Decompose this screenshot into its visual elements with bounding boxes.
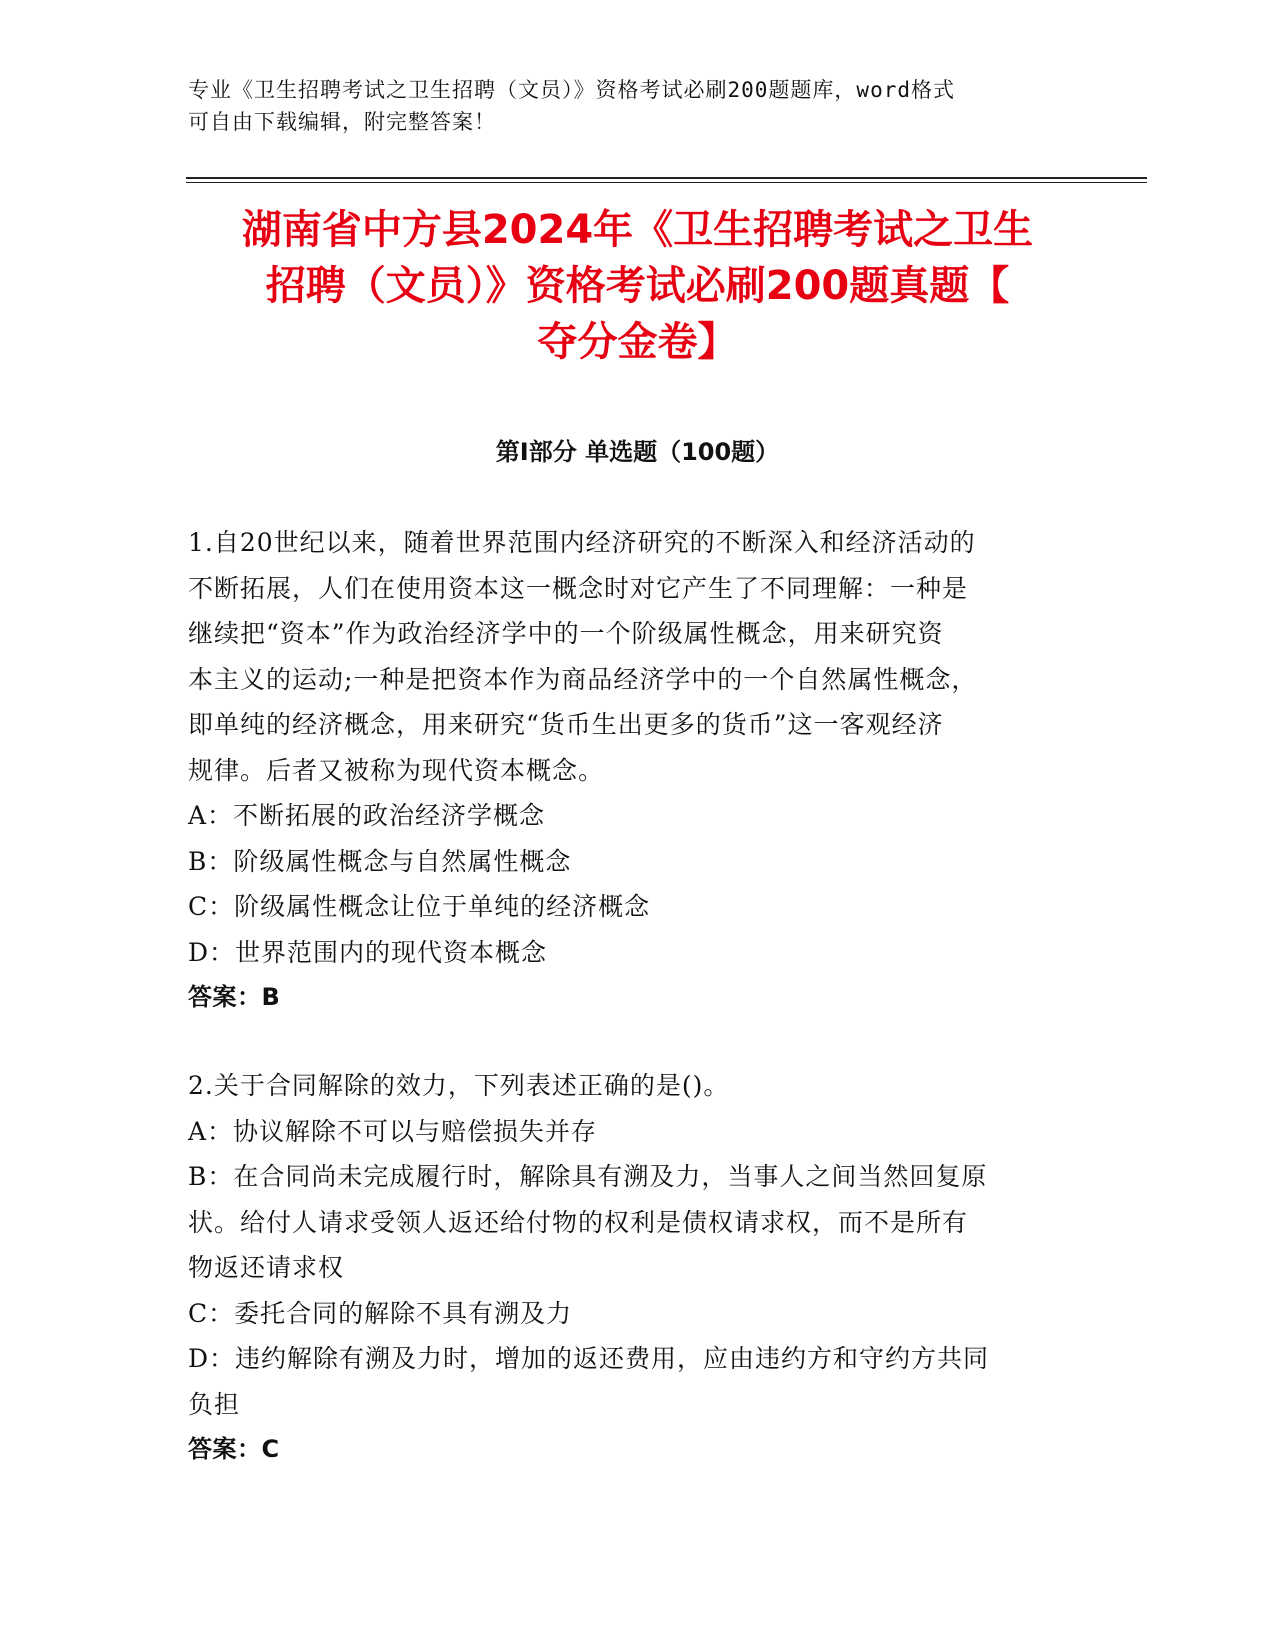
answer-label: 答案：C [188,1435,280,1463]
option-a: A：协议解除不可以与赔偿损失并存 [188,1116,598,1146]
question-2 [188,1063,1088,1473]
question-stem-line: 规律。后者又被称为现代资本概念。 [188,755,605,785]
title-line: 招聘（文员）》资格考试必刷200题真题【 [265,263,1010,309]
option-b: B：阶级属性概念与自然属性概念 [188,846,572,876]
option-c: C：阶级属性概念让位于单纯的经济概念 [188,892,651,921]
question-stem-line: 2.关于合同解除的效力，下列表述正确的是()。 [188,1071,730,1100]
section-heading: 第Ⅰ部分 单选题（100题） [495,438,780,466]
title-line: 湖南省中方县2024年《卫生招聘考试之卫生 [241,207,1034,253]
header-divider-thick [186,177,1147,179]
option-b-continued: 状。给付人请求受领人返还给付物的权利是债权请求权，而不是所有 [188,1207,969,1237]
option-a: A：不断拓展的政治经济学概念 [188,801,546,830]
question-stem-line: 本主义的运动;一种是把资本作为商品经济学中的一个自然属性概念， [188,664,978,694]
header-note-line: 专业《卫生招聘考试之卫生招聘（文员）》资格考试必刷200题题库，word格式 [188,78,955,102]
option-b-continued: 物返还请求权 [188,1253,345,1282]
title-line: 夺分金卷】 [537,319,738,365]
option-c: C：委托合同的解除不具有溯及力 [188,1298,573,1328]
answer-label: 答案：B [188,983,281,1011]
option-b: B：在合同尚未完成履行时，解除具有溯及力，当事人之间当然回复原 [188,1162,988,1191]
header-divider-thin [186,182,1147,183]
question-stem-line: 不断拓展，人们在使用资本这一概念时对它产生了不同理解：一种是 [188,573,969,603]
document-title [170,202,1105,370]
option-d-continued: 负担 [188,1389,241,1419]
header-note [188,74,1088,138]
question-stem-line: 继续把“资本”作为政治经济学中的一个阶级属性概念，用来研究资 [188,619,944,648]
option-d: D：世界范围内的现代资本概念 [188,937,548,967]
question-stem-line: 1.自20世纪以来，随着世界范围内经济研究的不断深入和经济活动的 [188,528,976,557]
header-note-line: 可自由下载编辑，附完整答案！ [188,110,496,134]
option-d: D：违约解除有溯及力时，增加的返还费用，应由违约方和守约方共同 [188,1344,990,1373]
question-stem-line: 即单纯的经济概念，用来研究“货币生出更多的货币”这一客观经济 [188,710,944,739]
question-1 [188,520,1088,1021]
